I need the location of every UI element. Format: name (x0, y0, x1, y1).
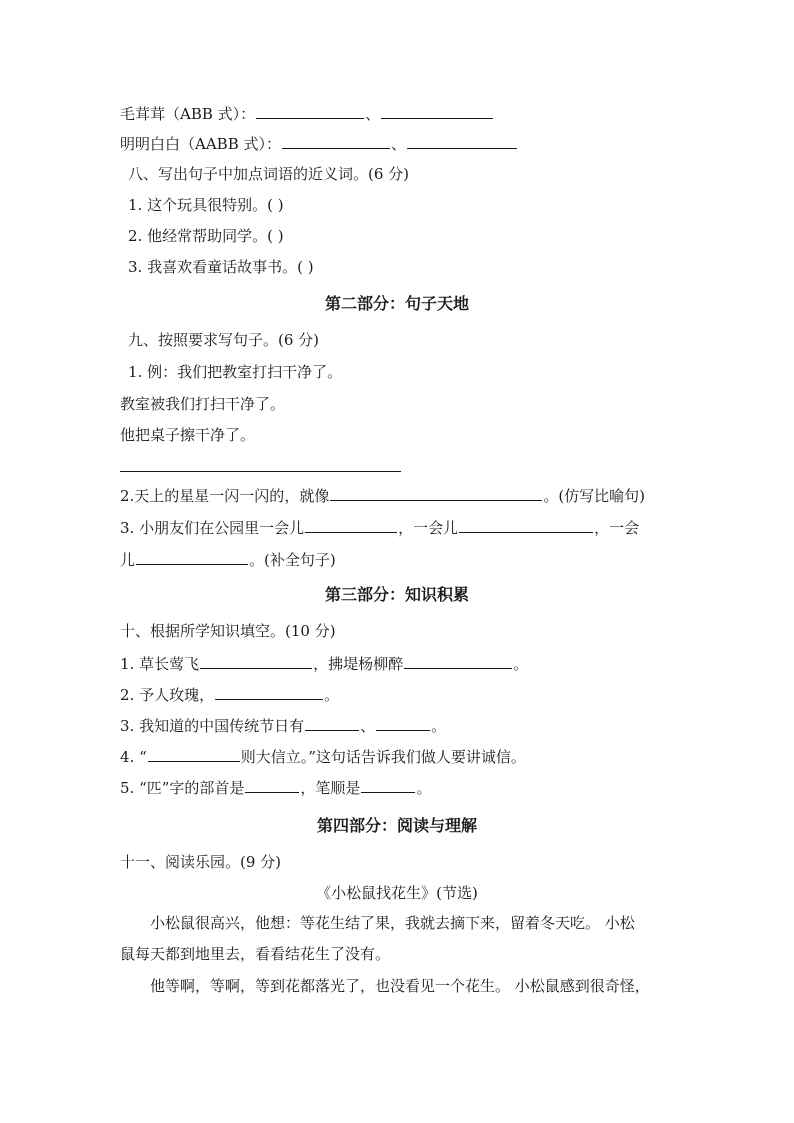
section-9-q3-end: ，一会 (594, 519, 640, 537)
section-9-q3-line2-suffix: 。(补全句子) (249, 551, 336, 569)
section-10-item-4 (120, 746, 680, 768)
section-10-item-3-blank-2[interactable] (376, 715, 430, 731)
vocab-aabb-line (120, 133, 680, 155)
passage-title: 《小松鼠找花生》(节选) (316, 884, 478, 902)
section-9-q2-prefix: 2.天上的星星一闪一闪的，就像 (120, 487, 330, 505)
section-8-item-2: 2. 他经常帮助同学。( ) (128, 227, 284, 245)
vocab-abb-blank-2[interactable] (381, 103, 493, 119)
section-9-q3-mid: ，一会儿 (398, 519, 459, 537)
section-10-item-2-blank[interactable] (215, 684, 323, 700)
section-10-item-1 (120, 653, 680, 675)
section-9-q1-task: 他把桌子擦干净了。 (120, 426, 256, 444)
section-9-q3-blank-1[interactable] (305, 517, 397, 533)
part-4-heading: 第四部分：阅读与理解 (316, 816, 477, 835)
section-9-q3-blank-2[interactable] (459, 517, 593, 533)
section-10-item-4-prefix: 4. “ (120, 748, 147, 766)
section-9-q3-line2-prefix: 儿 (120, 551, 136, 569)
section-10-item-4-end: 则大信立。”这句话告诉我们做人要讲诚信。 (240, 748, 526, 766)
section-10-item-3-end: 。 (431, 717, 447, 735)
section-9-q3-prefix: 3. 小朋友们在公园里一会儿 (120, 519, 305, 537)
section-10-item-5-mid: ，笔顺是 (300, 779, 361, 797)
section-9-q2 (120, 485, 680, 507)
section-8-item-3: 3. 我喜欢看童话故事书。( ) (128, 258, 314, 276)
vocab-abb-sep: 、 (365, 105, 381, 123)
section-9-title: 九、按照要求写句子。(6 分) (128, 331, 320, 349)
vocab-abb-line (120, 103, 680, 125)
section-10-item-1-end: 。 (513, 655, 529, 673)
section-10-item-4-blank[interactable] (148, 746, 240, 762)
section-10-title: 十、根据所学知识填空。(10 分) (120, 622, 336, 640)
section-10-item-1-mid: ，拂堤杨柳醉 (313, 655, 404, 673)
vocab-aabb-blank-2[interactable] (407, 133, 517, 149)
vocab-aabb-blank-1[interactable] (282, 133, 390, 149)
vocab-abb-label: 毛茸茸（ABB 式）： (120, 105, 256, 123)
section-10-item-3-blank-1[interactable] (305, 715, 359, 731)
passage-p2-line-1: 他等啊，等啊，等到花都落光了，也没看见一个花生。 小松鼠感到很奇怪， (150, 977, 650, 995)
section-8-item-1: 1. 这个玩具很特别。( ) (128, 196, 284, 214)
section-10-item-5 (120, 777, 680, 799)
vocab-aabb-label: 明明白白（AABB 式）： (120, 135, 281, 153)
section-9-q1: 1. 例：我们把教室打扫干净了。 (128, 363, 343, 381)
part-3-heading: 第三部分：知识积累 (324, 585, 469, 604)
section-9-q3-blank-3[interactable] (136, 549, 248, 565)
section-10-item-5-prefix: 5. “匹”字的部首是 (120, 779, 245, 797)
section-9-q2-suffix: 。(仿写比喻句) (543, 487, 646, 505)
passage-p1-line-1: 小松鼠很高兴，他想：等花生结了果，我就去摘下来，留着冬天吃。 小松 (150, 914, 635, 932)
section-10-item-5-blank-1[interactable] (245, 777, 299, 793)
section-11-title: 十一、阅读乐园。(9 分) (120, 853, 282, 871)
section-10-item-5-blank-2[interactable] (361, 777, 415, 793)
vocab-aabb-sep: 、 (390, 135, 406, 153)
section-10-item-1-prefix: 1. 草长莺飞 (120, 655, 200, 673)
section-9-q3-line-2 (120, 549, 680, 571)
section-10-item-3-mid: 、 (360, 717, 376, 735)
section-10-item-2-end: 。 (324, 686, 340, 704)
section-10-item-3 (120, 715, 680, 737)
section-10-item-1-blank-2[interactable] (404, 653, 512, 669)
section-10-item-2-prefix: 2. 予人玫瑰， (120, 686, 215, 704)
section-9-q3 (120, 517, 680, 539)
part-2-heading: 第二部分：句子天地 (324, 294, 469, 313)
section-10-item-3-prefix: 3. 我知道的中国传统节日有 (120, 717, 305, 735)
section-10-item-5-end: 。 (416, 779, 432, 797)
section-10-item-2 (120, 684, 680, 706)
section-8-title: 八、写出句子中加点词语的近义词。(6 分) (128, 165, 410, 183)
section-9-q1-example: 教室被我们打扫干净了。 (120, 395, 286, 413)
section-9-q2-blank[interactable] (330, 485, 542, 501)
section-10-item-1-blank-1[interactable] (200, 653, 312, 669)
vocab-abb-blank-1[interactable] (256, 103, 364, 119)
passage-p1-line-2: 鼠每天都到地里去，看看结花生了没有。 (120, 945, 391, 963)
section-9-q1-answer-line[interactable] (120, 471, 401, 472)
